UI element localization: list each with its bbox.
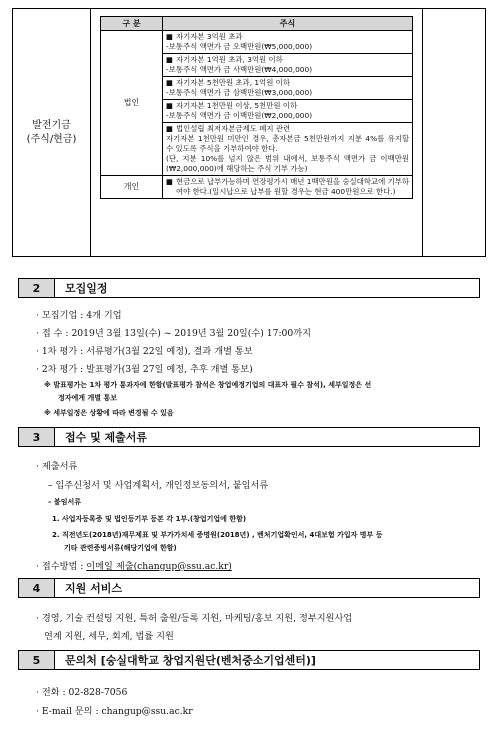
- submission-line: 1. 사업자등록증 및 법인등기부 등본 각 1부.(창업기업에 한함): [52, 515, 247, 523]
- corp-special-row: ■ 법인설립 최저자본금제도 폐지 관련 자기자본 1천만원 미만인 경우, 총자본금 5천만원까지 지분 4%를 유지할 수 있도록 주식을 기부하여야 한다. (단, 지분 10%를 넘지 않은 범위 내에서, 보통주식 액면가 금 이백만원(₩2,000,000)에 해당하는 주식 기부 가능): [163, 123, 413, 176]
- header-type: 구 분: [101, 17, 163, 31]
- header-stock: 주식: [163, 17, 413, 31]
- submission-line: 기타 관련증빙서류(해당기업에 한함): [64, 544, 177, 552]
- schedule-line: · 모집기업 : 4개 기업: [36, 310, 122, 321]
- section-number: 3: [19, 428, 55, 446]
- personal-label: 개인: [101, 176, 163, 199]
- services-line: · 경영, 기술 컨설팅 지원, 특허 출원/등록 지원, 마케팅/홍보 지원, 정부지원사업: [36, 613, 353, 624]
- section-services-header: [18, 578, 480, 598]
- personal-row: ■ 현금으로 납부가능하며 연장평가시 매년 1백만원을 숭실대학교에 기부하여야 한다.(일시납으로 납부를 원할 경우는 현금 400만원으로 한다.): [163, 176, 413, 199]
- section-contact-header: [18, 650, 480, 670]
- fund-label: 발전기금: [32, 119, 71, 131]
- submission-line: – 붙임서류: [48, 498, 81, 506]
- contact-email: · E-mail 문의 : changup@ssu.ac.kr: [36, 706, 193, 717]
- corp-row: ■ 자기자본 1천만원 이상, 5천만원 이하 -보통주식 액면가 금 이백만원(₩2,000,000): [163, 100, 413, 123]
- square-bullet-icon: ■: [166, 32, 173, 41]
- section-title: 문의처 [숭실대학교 창업지원단(벤처중소기업센터)]: [65, 654, 316, 667]
- contact-phone: · 전화 : 02-828-7056: [36, 687, 128, 698]
- square-bullet-icon: ■: [166, 124, 173, 133]
- square-bullet-icon: ■: [166, 55, 173, 64]
- corp-row: ■ 자기자본 1억원 초과, 3억원 이하 -보통주식 액면가 금 사백만원(₩4,000,000): [163, 54, 413, 77]
- fund-note-cell: [423, 9, 485, 256]
- submission-method: · 접수방법 : 이메일 제출(changup@ssu.ac.kr): [36, 561, 232, 572]
- fund-detail-cell: [91, 9, 423, 256]
- stock-table: [100, 16, 413, 199]
- email-link[interactable]: 이메일 제출(changup@ssu.ac.kr): [86, 561, 232, 572]
- schedule-note: ※ 세부일정은 상황에 따라 변경될 수 있음: [44, 409, 174, 417]
- section-title: 지원 서비스: [65, 582, 122, 595]
- square-bullet-icon: ■: [166, 78, 173, 87]
- schedule-note: ※ 발표평가는 1차 평가 통과자에 한함(발표평가 참석은 창업예정기업의 대표자 필수 참석), 세부일정은 선: [44, 381, 372, 389]
- fund-table: [12, 8, 486, 257]
- submission-line: 2. 직전년도(2018년)재무제표 및 부가가치세 증명원(2018년) , 벤처기업확인서, 4대보험 가입자 명부 등: [52, 531, 383, 539]
- fund-sublabel: (주식/현금): [26, 133, 77, 145]
- section-submission-header: [18, 427, 480, 447]
- fund-label-cell: [13, 9, 91, 256]
- section-number: 4: [19, 579, 55, 597]
- corp-label: 법인: [101, 31, 163, 176]
- schedule-line: · 1차 평가 : 서류평가(3월 22일 예정), 결과 개별 통보: [36, 346, 253, 357]
- square-bullet-icon: ■: [166, 177, 173, 186]
- schedule-note: 정자에게 개별 통보: [58, 394, 117, 402]
- section-number: 2: [19, 279, 55, 297]
- schedule-line: · 2차 평가 : 발표평가(3월 27일 예정, 추후 개별 통보): [36, 364, 253, 375]
- section-schedule-header: [18, 278, 480, 298]
- corp-row: ■ 자기자본 3억원 초과 -보통주식 액면가 금 오백만원(₩5,000,000): [163, 31, 413, 54]
- square-bullet-icon: ■: [166, 101, 173, 110]
- section-title: 모집일정: [65, 282, 108, 295]
- services-line: 연계 지원, 세무, 회계, 법률 지원: [44, 631, 174, 642]
- corp-row: ■ 자기자본 5천만원 초과, 1억원 이하 -보통주식 액면가 금 삼백만원(₩3,000,000): [163, 77, 413, 100]
- schedule-line: · 접 수 : 2019년 3월 13일(수) ~ 2019년 3월 20일(수) 17:00까지: [36, 328, 311, 339]
- section-title: 접수 및 제출서류: [65, 431, 148, 444]
- section-number: 5: [19, 651, 55, 669]
- submission-line: – 입주신청서 및 사업계획서, 개인정보동의서, 붙임서류: [48, 480, 269, 491]
- submission-line: · 제출서류: [36, 461, 78, 472]
